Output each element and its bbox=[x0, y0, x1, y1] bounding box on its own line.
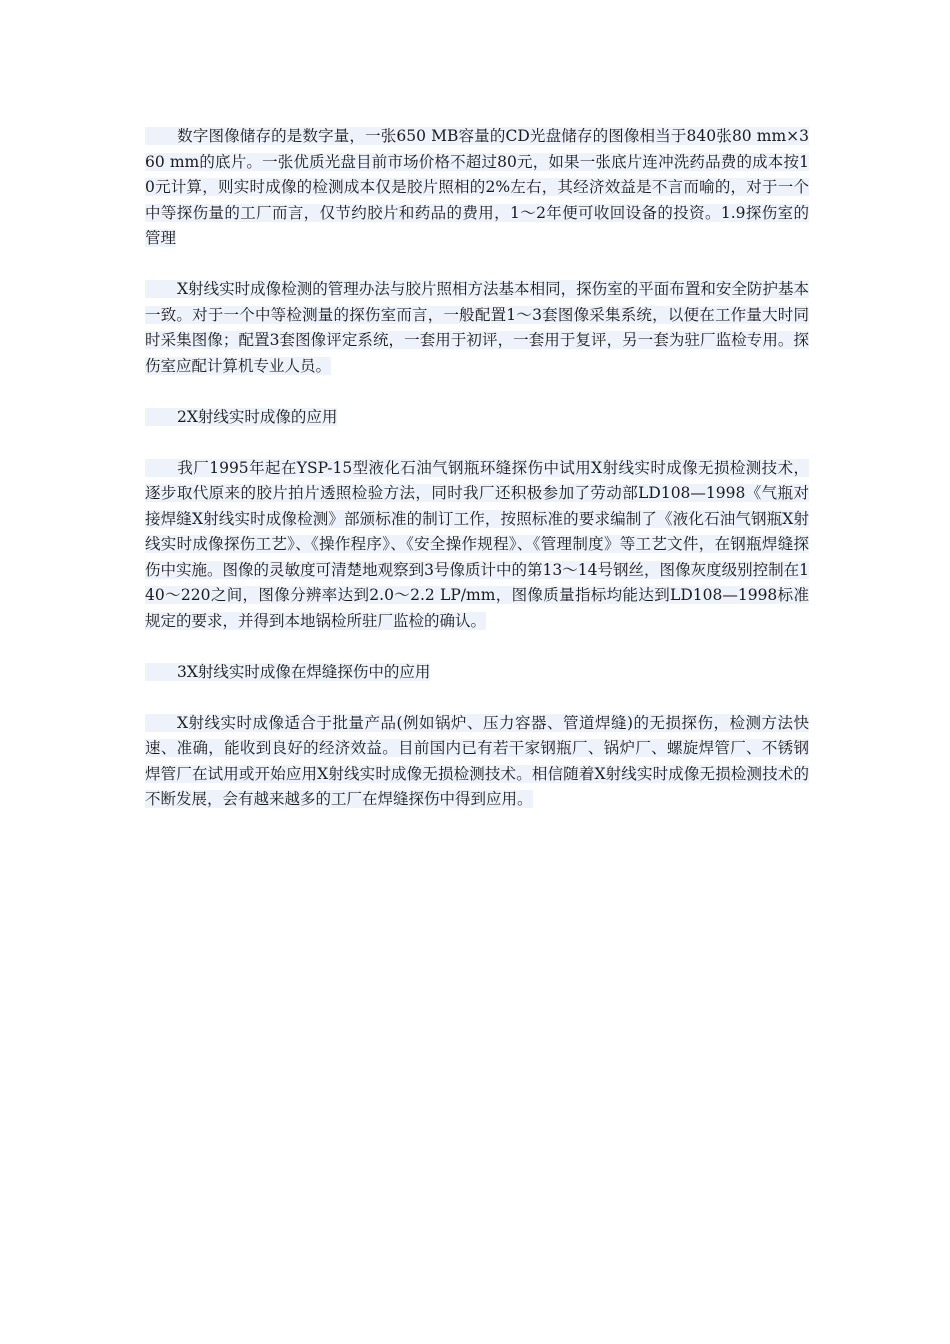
heading-indent bbox=[145, 406, 177, 422]
heading-highlight bbox=[145, 408, 337, 426]
paragraph-text: X射线实时成像检测的管理办法与胶片照相方法基本相同，探伤室的平面布置和安全防护基本一致。对于一个中等检测量的探伤室而言，一般配置1～3套图像采集系统，以便在工作量大时同时采集图像；配置3套图像评定系统，一套用于初评，一套用于复评，另一套为驻厂监检专用。探伤室应配计算机专业人员。 bbox=[145, 280, 809, 375]
paragraph-storage-cost bbox=[145, 124, 809, 252]
paragraph-inspection-room-management bbox=[145, 277, 809, 379]
paragraph-highlight bbox=[145, 459, 809, 630]
paragraph-text: 我厂1995年起在YSP-15型液化石油气钢瓶环缝探伤中试用X射线实时成像无损检测技术，逐步取代原来的胶片拍片透照检验方法，同时我厂还积极参加了劳动部LD108—1998《气瓶对接焊缝X射线实时成像检测》部颁标准的制订工作，按照标准的要求编制了《液化石油气钢瓶X射线实时成像探伤工艺》、《操作程序》、《安全操作规程》、《管理制度》等工艺文件，在钢瓶焊缝探伤中实施。图像的灵敏度可清楚地观察到3号像质计中的第13～14号钢丝，图像灰度级别控制在140～220之间，图像分辨率达到2.0～2.2 LP/mm，图像质量指标均能达到LD108—1998标准规定的要求，并得到本地锅检所驻厂监检的确认。 bbox=[145, 458, 809, 630]
paragraph-indent bbox=[145, 457, 177, 473]
heading-indent bbox=[145, 661, 177, 677]
paragraph-text: 数字图像储存的是数字量，一张650 MB容量的CD光盘储存的图像相当于840张80 mm×360 mm的底片。一张优质光盘目前市场价格不超过80元，如果一张底片连冲洗药品费的成本按10元计算，则实时成像的检测成本仅是胶片照相的2%左右，其经济效益是不言而喻的，对于一个中等探伤量的工厂而言，仅节约胶片和药品的费用，1～2年便可收回设备的投资。1.9探伤室的管理 bbox=[145, 127, 809, 247]
paragraph-indent bbox=[145, 279, 177, 295]
section-heading-application bbox=[145, 405, 809, 431]
paragraph-highlight bbox=[145, 280, 809, 375]
paragraph-factory-application bbox=[145, 456, 809, 635]
paragraph-indent bbox=[145, 126, 177, 142]
paragraph-text: X射线实时成像适合于批量产品(例如锅炉、压力容器、管道焊缝)的无损探伤，检测方法快速、准确，能收到良好的经济效益。目前国内已有若干家钢瓶厂、锅炉厂、螺旋焊管厂、不锈钢焊管厂在试用或开始应用X射线实时成像无损检测技术。相信随着X射线实时成像无损检测技术的不断发展，会有越来越多的工厂在焊缝探伤中得到应用。 bbox=[145, 713, 809, 808]
heading-highlight bbox=[145, 663, 430, 681]
section-heading-weld-inspection bbox=[145, 660, 809, 686]
paragraph-highlight bbox=[145, 127, 809, 247]
section-heading-text: 3X射线实时成像在焊缝探伤中的应用 bbox=[177, 662, 431, 681]
paragraph-indent bbox=[145, 712, 177, 728]
paragraph-highlight bbox=[145, 714, 809, 809]
paragraph-weld-inspection-outlook bbox=[145, 711, 809, 813]
document-page bbox=[145, 124, 809, 838]
section-heading-text: 2X射线实时成像的应用 bbox=[177, 407, 338, 426]
